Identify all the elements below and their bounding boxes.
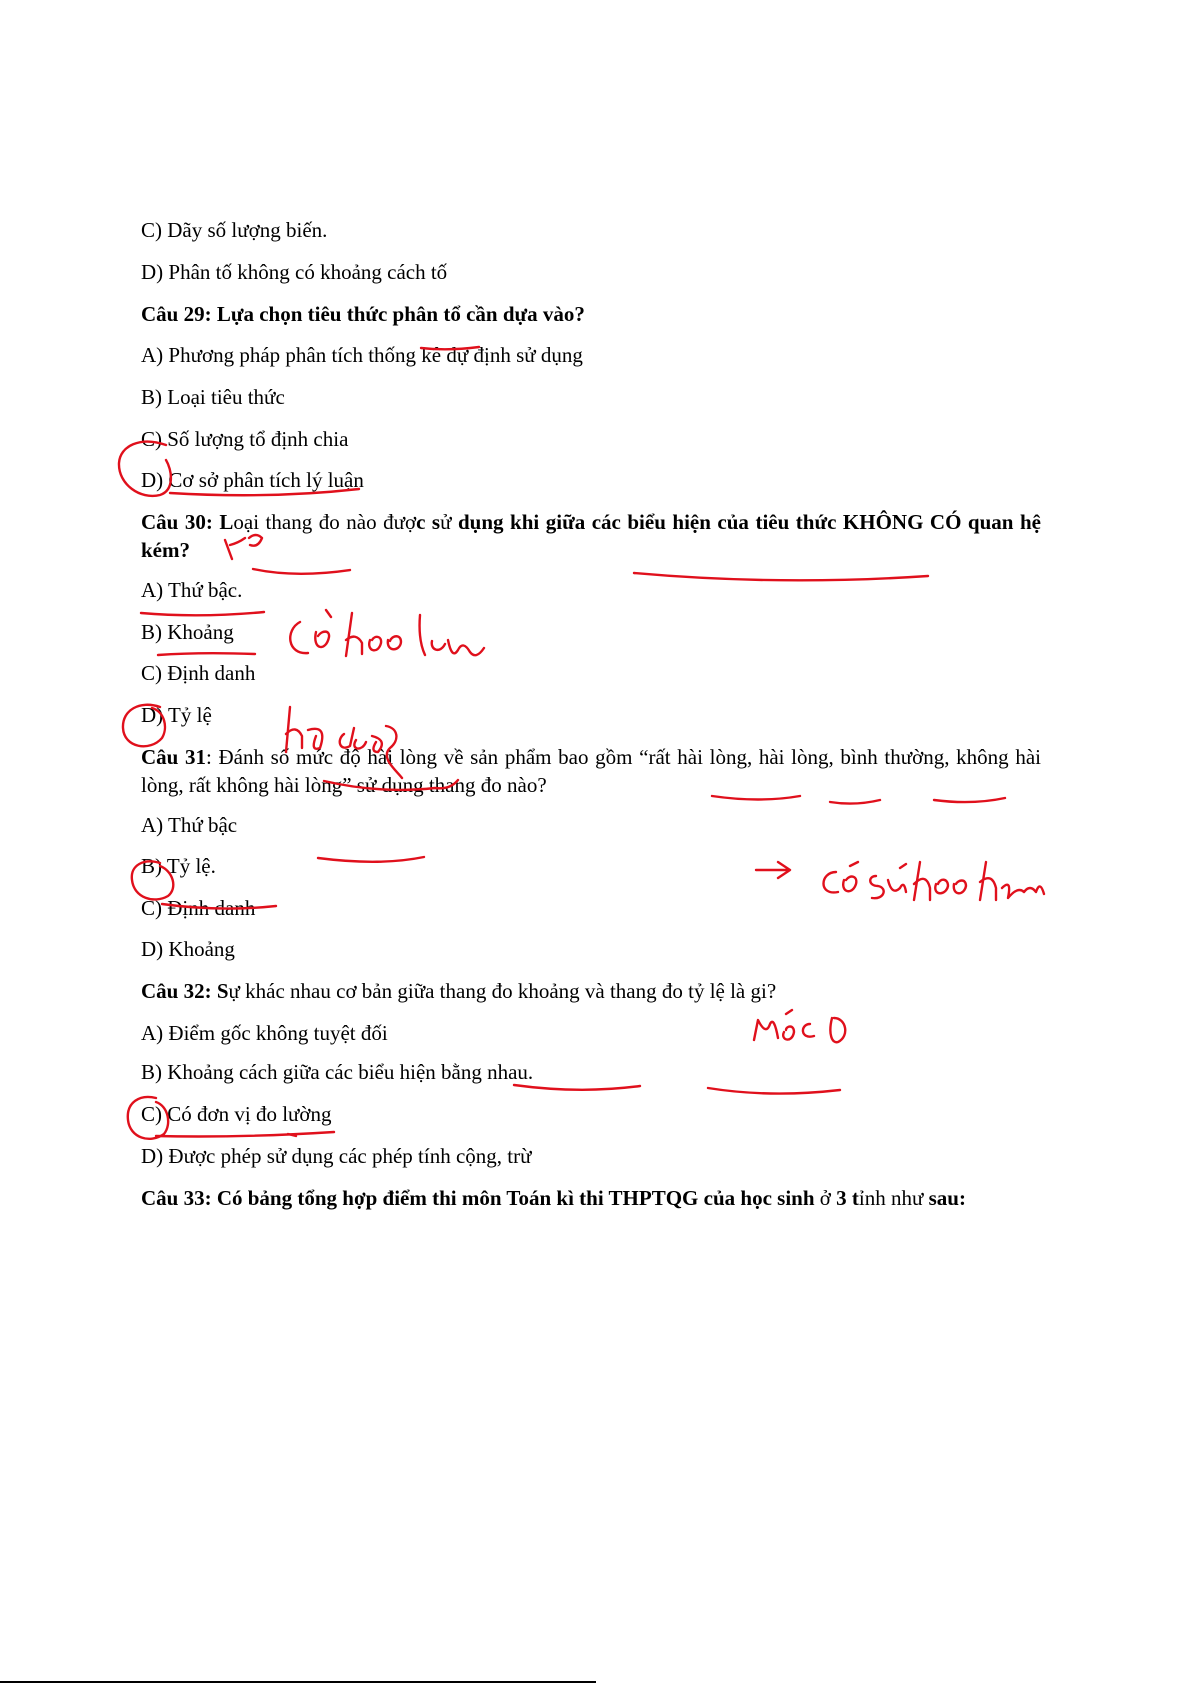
stroke-mark [288,1134,296,1136]
q31-option-a: A) Thứ bậc [141,813,238,837]
q32-option-c: C) Có đơn vị đo lường [141,1102,332,1126]
underline-stroke [708,1088,840,1094]
underline-stroke [830,800,880,804]
q31-option-c: C) Định danh [141,896,256,920]
underline-stroke [141,612,264,615]
option-text: C) Dãy số lượng biến. [141,218,328,242]
q29-option-d: D) Cơ sở phân tích lý luận [141,468,364,492]
underline-stroke [156,1132,334,1137]
question-32: Câu 32: Sự khác nhau cơ bản giữa thang đo khoảng và thang đo tỷ lệ là gi? [141,979,777,1003]
q32-option-d: D) Được phép sử dụng các phép tính cộng, trừ [141,1144,532,1168]
question-33: Câu 33: Có bảng tổng hợp điểm thi môn Toán kì thi THPTQG của học sinh ở 3 tỉnh như sau: [141,1186,966,1210]
q32-option-a: A) Điểm gốc không tuyệt đối [141,1021,388,1045]
q30-option-b: B) Khoảng [141,620,234,644]
question-29: Câu 29: Lựa chọn tiêu thức phân tổ cần dựa vào? [141,302,585,326]
q30-option-c: C) Định danh [141,661,256,685]
q31-option-b: B) Tỷ lệ. [141,854,216,878]
q29-option-c: C) Số lượng tổ định chia [141,427,349,451]
question-30: Câu 30: Loại thang đo nào được sử dụng khi giữa các biểu hiện của tiêu thức KHÔNG CÓ quan hệ kém? [141,510,1041,562]
option-text: D) Phân tố không có khoảng cách tố [141,260,448,284]
q29-option-a: A) Phương pháp phân tích thống kê dự định sử dụng [141,343,583,367]
q31-option-d: D) Khoảng [141,937,235,961]
q30-option-d: D) Tỷ lệ [141,703,212,727]
footer-rule [0,1681,596,1683]
q32-option-b: B) Khoảng cách giữa các biểu hiện bằng nhau. [141,1060,534,1084]
q29-option-b: B) Loại tiêu thức [141,385,285,409]
underline-stroke [253,569,350,574]
question-31: Câu 31: Đánh số mức độ hài lòng về sản phẩm bao gồm “rất hài lòng, hài lòng, bình thường, không hài lòng, rất không hài lòng” sử dụng thang đo nào? [141,745,1041,797]
underline-stroke [158,653,255,655]
q30-option-a: A) Thứ bậc. [141,578,243,602]
